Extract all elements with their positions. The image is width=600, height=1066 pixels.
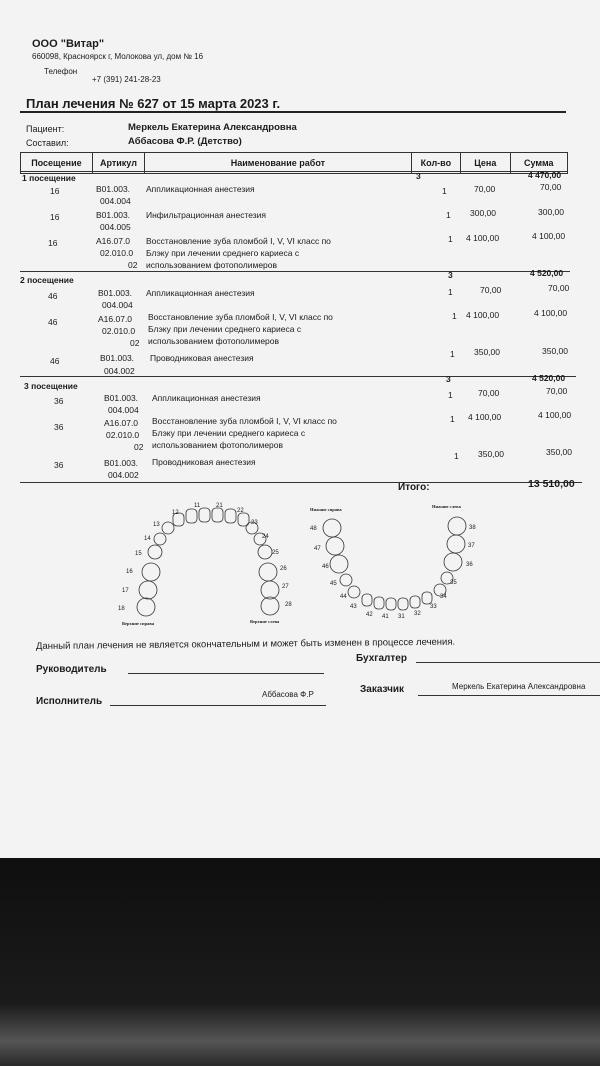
- article-code: 004.002: [108, 470, 139, 480]
- tooth-label: 23: [251, 520, 258, 526]
- service-name: Аппликационная анестезия: [146, 184, 255, 194]
- tooth-label: 14: [144, 536, 151, 542]
- col-qty: Кол-во: [411, 153, 460, 174]
- tooth-number: 16: [50, 212, 60, 222]
- customer-label: Заказчик: [360, 684, 405, 695]
- article-code: B01.003.: [96, 210, 131, 220]
- tooth-number: 16: [50, 186, 60, 196]
- tooth-number: 36: [54, 422, 64, 432]
- row-price: 70,00: [474, 184, 496, 194]
- tooth-label: 37: [468, 543, 475, 549]
- tooth-label: 13: [153, 522, 160, 528]
- row-sum: 70,00: [546, 386, 568, 396]
- jaw-caption: Нижние справа: [310, 507, 342, 512]
- visit-sum: 4 520,00: [532, 373, 566, 383]
- phone-label: Телефон: [44, 67, 78, 76]
- visit-qty: 3: [448, 270, 453, 280]
- row-qty: 1: [450, 414, 455, 424]
- article-code: 02.010.0: [100, 248, 134, 258]
- customer-name: Меркель Екатерина Александровна: [452, 682, 586, 691]
- col-article: Артикул: [92, 153, 144, 174]
- jaw-caption: Нижние слева: [432, 504, 461, 509]
- tooth-label: 47: [314, 546, 321, 552]
- row-qty: 1: [448, 234, 453, 244]
- tooth-label: 25: [272, 550, 279, 556]
- tooth-label: 24: [262, 534, 269, 540]
- author-name: Аббасова Ф.Р. (Детство): [128, 136, 242, 147]
- tooth-number: 46: [48, 317, 58, 327]
- total-sum: 13 510,00: [528, 478, 575, 490]
- row-qty: 1: [448, 287, 453, 297]
- service-name: Инфильтрационная анестезия: [146, 210, 267, 220]
- company-address: 660098, Красноярск г, Молокова ул, дом № 16: [32, 52, 204, 61]
- row-sum: 4 100,00: [538, 410, 572, 420]
- tooth-label: 17: [122, 588, 129, 594]
- lower-jaw-chart: [300, 500, 500, 624]
- article-code: B01.003.: [96, 184, 131, 194]
- tooth-label: 34: [440, 594, 447, 600]
- article-code: B01.003.: [98, 288, 133, 298]
- executor-signature-line: [110, 705, 326, 706]
- row-price: 70,00: [478, 388, 500, 398]
- tooth-label: 22: [237, 508, 244, 514]
- tooth-label: 38: [469, 525, 476, 531]
- row-price: 70,00: [480, 285, 502, 295]
- plan-title: План лечения № 627 от 15 марта 2023 г.: [26, 96, 281, 111]
- jaw-caption: Верхние слева: [250, 619, 280, 624]
- tooth-number: 16: [48, 238, 58, 248]
- row-price: 4 100,00: [466, 233, 500, 243]
- jaw-caption: Верхние справа: [122, 621, 155, 626]
- service-name: использованием фотополимеров: [146, 260, 278, 270]
- visit-qty: 3: [416, 171, 421, 181]
- patient-label: Пациент:: [26, 124, 65, 134]
- visit-label: 1 посещение: [22, 173, 76, 183]
- company-name: ООО "Витар": [32, 38, 105, 50]
- tooth-number: 36: [54, 460, 64, 470]
- article-code: 02.010.0: [106, 430, 140, 440]
- tooth-number: 46: [50, 356, 60, 366]
- col-name: Наименование работ: [145, 153, 412, 174]
- row-sum: 70,00: [548, 283, 570, 293]
- visit-label: 3 посещение: [24, 381, 78, 391]
- row-sum: 350,00: [542, 346, 568, 356]
- article-code: B01.003.: [100, 353, 135, 363]
- row-qty: 1: [442, 186, 447, 196]
- manager-label: Руководитель: [36, 664, 107, 675]
- row-price: 350,00: [474, 347, 500, 357]
- row-price: 4 100,00: [466, 310, 500, 320]
- row-qty: 1: [448, 390, 453, 400]
- tooth-label: 18: [118, 606, 125, 612]
- service-name: Восстановление зуба пломбой I, V, VI класс по: [146, 236, 331, 246]
- visit-sum: 4 520,00: [530, 268, 564, 278]
- tooth-label: 45: [330, 581, 337, 587]
- col-sum: Сумма: [510, 153, 568, 174]
- tooth-label: 44: [340, 594, 347, 600]
- tooth-label: 28: [285, 602, 292, 608]
- tooth-label: 32: [414, 611, 421, 617]
- tooth-label: 46: [322, 564, 329, 570]
- row-price: 350,00: [478, 449, 504, 459]
- accountant-signature-line: [416, 662, 600, 663]
- tooth-label: 15: [135, 551, 142, 557]
- article-code: 004.004: [100, 196, 131, 206]
- tooth-number: 46: [48, 291, 58, 301]
- article-code: A16.07.0: [104, 418, 139, 428]
- tooth-label: 43: [350, 604, 357, 610]
- accountant-label: Бухгалтер: [356, 653, 407, 664]
- row-qty: 1: [446, 210, 451, 220]
- col-price: Цена: [461, 153, 510, 174]
- title-underline: [20, 111, 566, 113]
- service-name: Блэку при лечении среднего кариеса с: [152, 428, 306, 438]
- row-qty: 1: [450, 349, 455, 359]
- tooth-label: 48: [310, 526, 317, 532]
- tooth-label: 31: [398, 614, 405, 620]
- visit-separator: [20, 171, 568, 172]
- tooth-label: 11: [194, 503, 201, 509]
- visit-separator: [20, 271, 570, 272]
- service-name: использованием фотополимеров: [148, 336, 280, 346]
- author-label: Составил:: [26, 138, 69, 148]
- service-name: Проводниковая анестезия: [150, 353, 254, 363]
- tooth-label: 21: [216, 503, 223, 509]
- article-code: 004.004: [108, 405, 139, 415]
- tooth-label: 42: [366, 612, 373, 618]
- row-sum: 4 100,00: [532, 231, 566, 241]
- visit-sum: 4 470,00: [528, 170, 562, 180]
- row-sum: 350,00: [546, 447, 572, 457]
- visit-label: 2 посещение: [20, 275, 74, 285]
- phone-number: +7 (391) 241-28-23: [92, 75, 161, 84]
- row-qty: 1: [454, 451, 459, 461]
- service-name: Восстановление зуба пломбой I, V, VI класс по: [152, 416, 337, 426]
- total-separator: [20, 482, 582, 483]
- upper-jaw-chart: [110, 494, 310, 632]
- tooth-label: 33: [430, 604, 437, 610]
- service-name: Блэку при лечении среднего кариеса с: [146, 248, 300, 258]
- executor-label: Исполнитель: [36, 696, 103, 707]
- article-code: A16.07.0: [98, 314, 133, 324]
- tooth-label: 27: [282, 584, 289, 590]
- service-name: Аппликационная анестезия: [146, 288, 255, 298]
- col-visit: Посещение: [21, 153, 93, 174]
- article-code: 004.002: [104, 366, 135, 376]
- article-code: 02: [128, 260, 138, 270]
- service-name: Восстановление зуба пломбой I, V, VI класс по: [148, 312, 333, 322]
- tooth-label: 16: [126, 569, 133, 575]
- visit-qty: 3: [446, 374, 451, 384]
- article-code: 004.005: [100, 222, 131, 232]
- article-code: 02: [134, 442, 144, 452]
- article-code: B01.003.: [104, 458, 139, 468]
- article-code: 02.010.0: [102, 326, 136, 336]
- tooth-label: 41: [382, 614, 389, 620]
- service-name: Проводниковая анестезия: [152, 457, 256, 467]
- tooth-label: 12: [172, 510, 179, 516]
- patient-name: Меркель Екатерина Александровна: [128, 122, 297, 133]
- row-sum: 300,00: [538, 207, 564, 217]
- row-price: 300,00: [470, 208, 496, 218]
- tooth-number: 36: [54, 396, 64, 406]
- row-qty: 1: [452, 311, 457, 321]
- tooth-label: 26: [280, 566, 287, 572]
- manager-signature-line: [128, 673, 324, 674]
- row-sum: 4 100,00: [534, 308, 568, 318]
- tooth-label: 36: [466, 562, 473, 568]
- article-code: 02: [130, 338, 140, 348]
- total-label: Итого:: [398, 482, 430, 493]
- service-name: Блэку при лечении среднего кариеса с: [148, 324, 302, 334]
- background-surface: [0, 858, 600, 1066]
- disclaimer: Данный план лечения не является окончательным и может быть изменен в процессе лечения.: [35, 636, 456, 652]
- tooth-label: 35: [450, 580, 457, 586]
- service-name: использованием фотополимеров: [152, 440, 284, 450]
- article-code: A16.07.0: [96, 236, 131, 246]
- visit-separator: [20, 376, 576, 377]
- customer-signature-line: [418, 695, 600, 696]
- row-sum: 70,00: [540, 182, 562, 192]
- service-name: Аппликационная анестезия: [152, 393, 261, 403]
- article-code: B01.003.: [104, 393, 139, 403]
- article-code: 004.004: [102, 300, 133, 310]
- row-price: 4 100,00: [468, 412, 502, 422]
- executor-name: Аббасова Ф.Р: [262, 690, 314, 699]
